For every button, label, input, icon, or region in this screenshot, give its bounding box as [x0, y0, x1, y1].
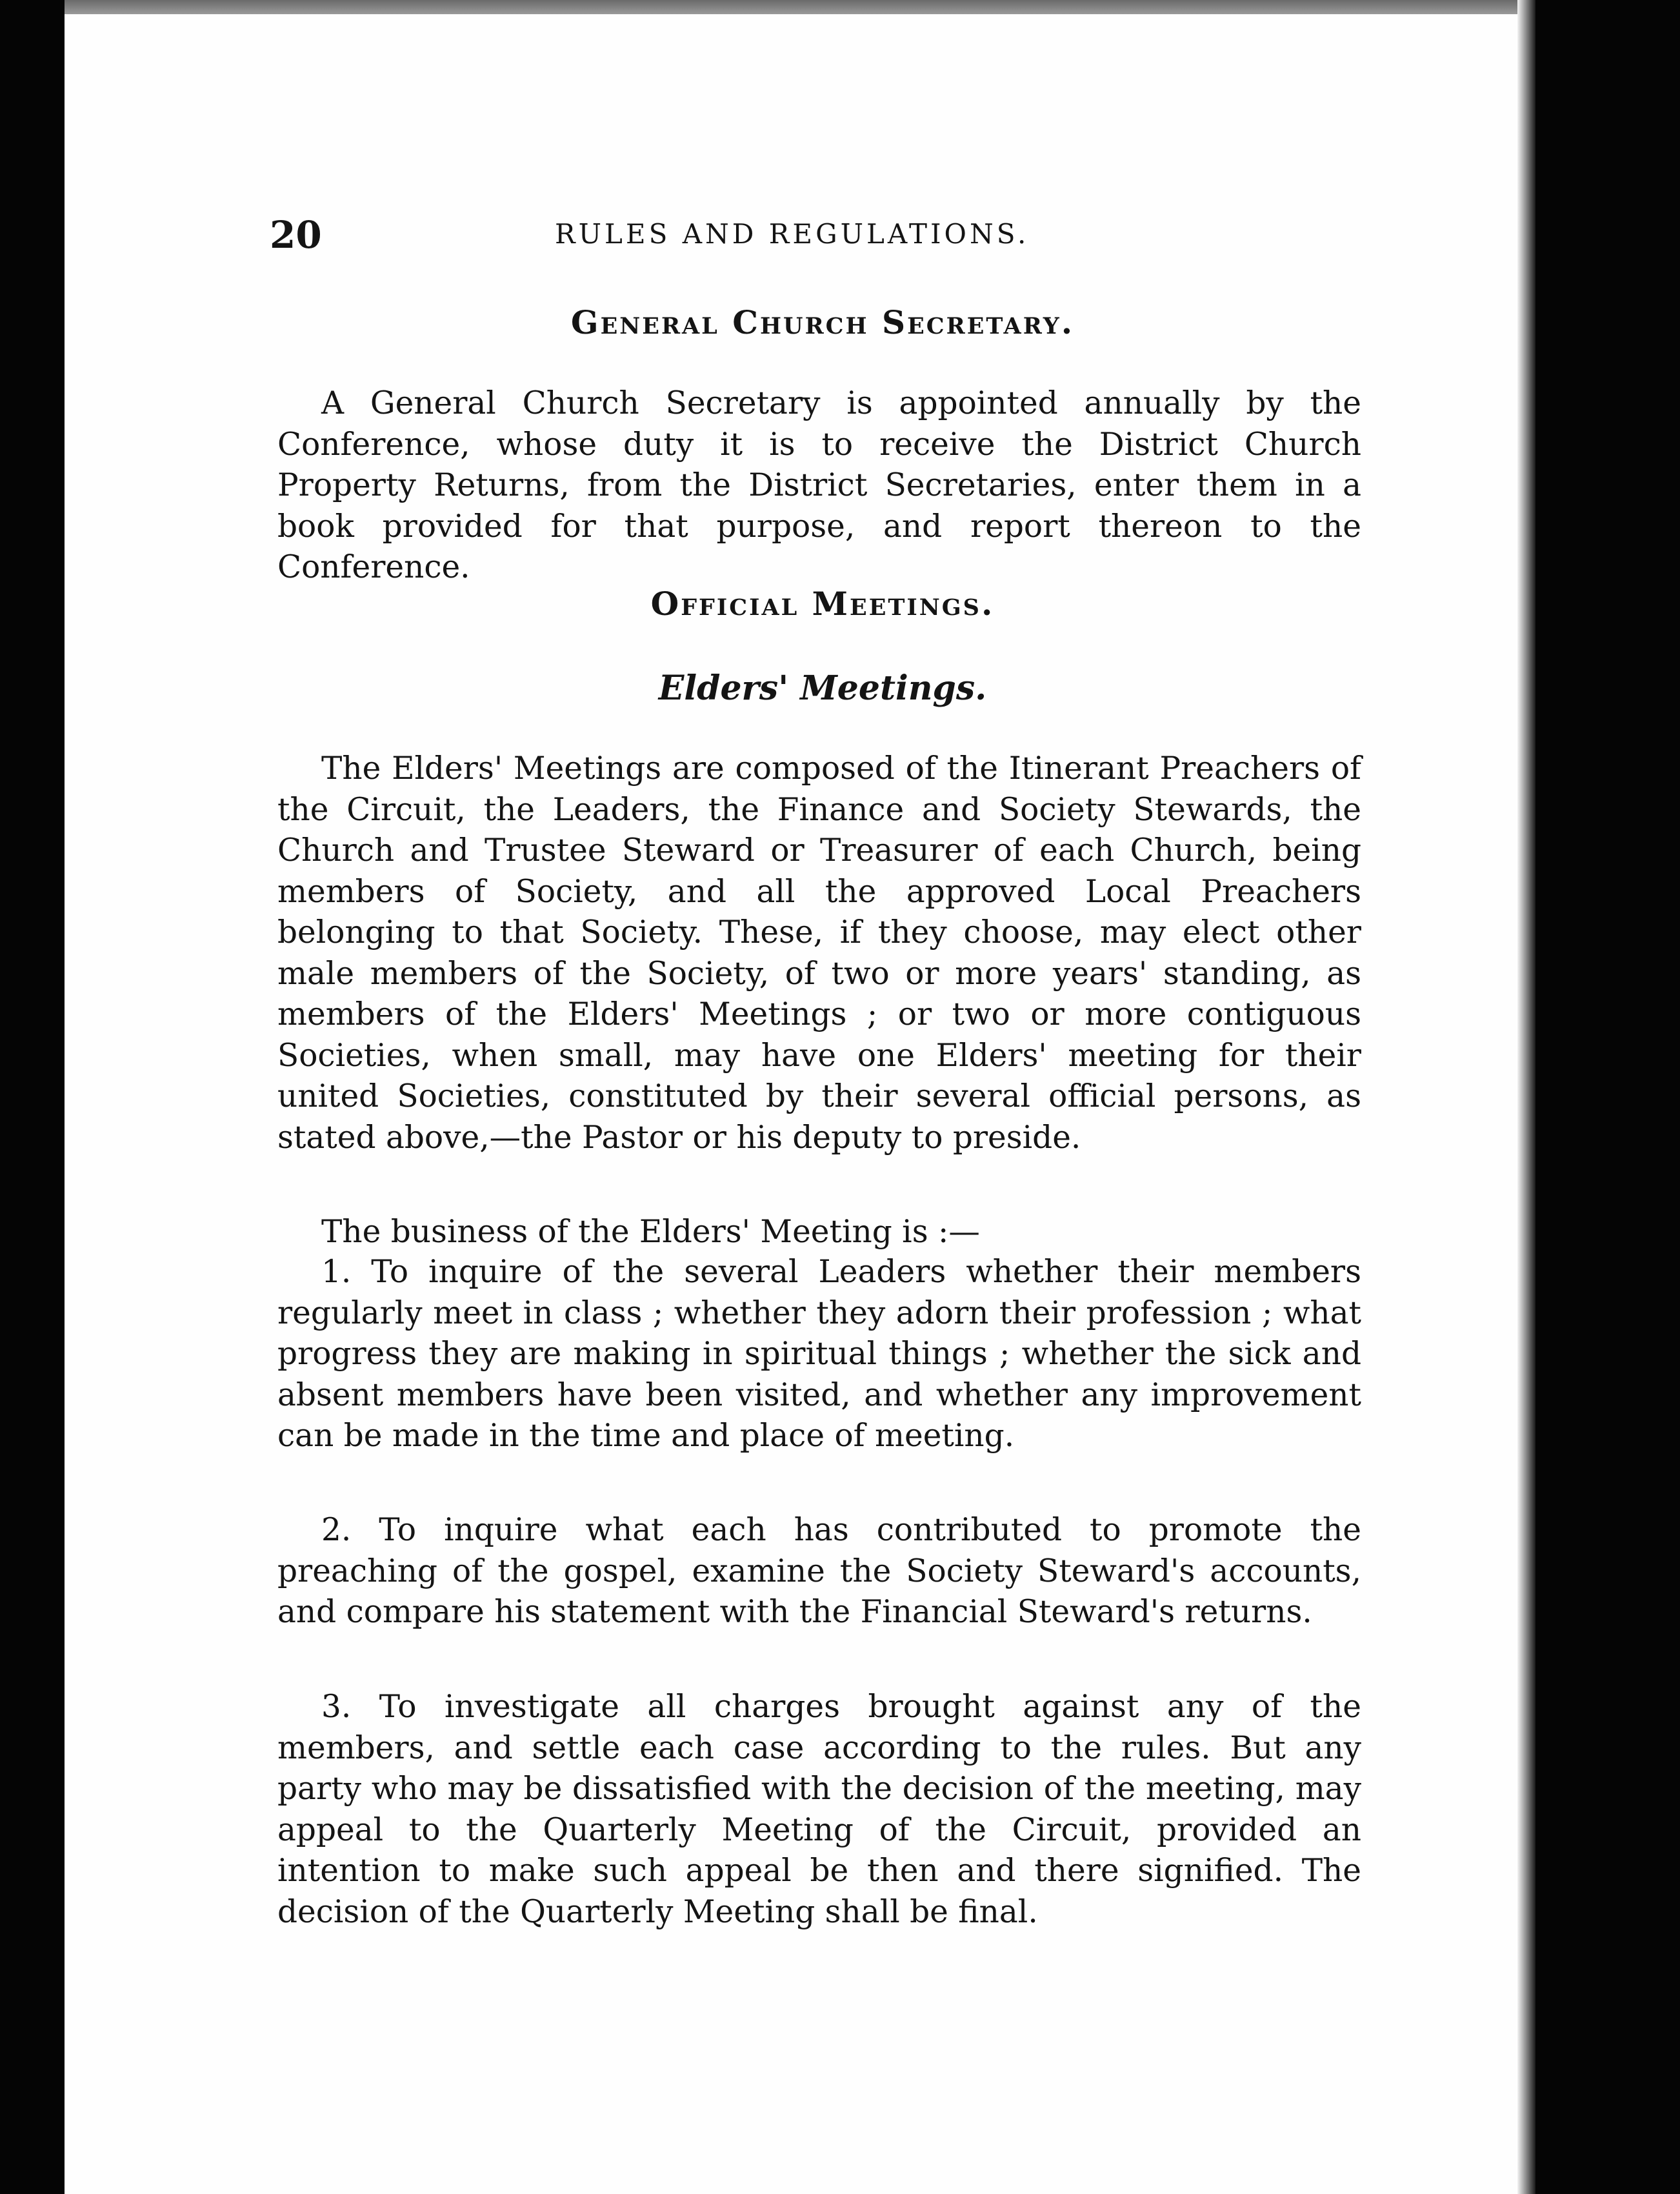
scan-top-edge — [65, 0, 1545, 14]
list-item-business-1: 1. To inquire of the several Leaders whether their members regularly meet in class ; whether they adorn their profession ; what progress they are making in spiritual things ; whether the sick and absent members have been visited, and whether any improvement can be made in the time and place of meeting. — [277, 1254, 1361, 1454]
scan-page-edge-shadow — [1517, 0, 1535, 2194]
list-item-business-2: 2. To inquire what each has contributed to promote the preaching of the gospel, examine the Society Steward's accounts, and compare his statement with the Financial Steward's returns. — [277, 1512, 1361, 1630]
scan-right-border — [1535, 0, 1680, 2194]
page-number: 20 — [270, 213, 322, 257]
heading-official-meetings: Official Meetings. — [650, 585, 995, 623]
list-item-business-3: 3. To investigate all charges brought against any of the members, and settle each case according to the rules. But any party who may be dissatisfied with the decision of the meeting, may appeal to the Quarterly Meeting of the Circuit, provided an intention to make such appeal be then and there signified. The decision of the Quarterly Meeting shall be final. — [277, 1689, 1361, 1930]
paragraph-general-church-secretary: A General Church Secretary is appointed annually by the Conference, whose duty it is to receive the District Church Property Returns, from the District Secretaries, enter them in a book provided for that purpose, and report thereon to the Conference. — [277, 385, 1361, 585]
running-head: RULES AND REGULATIONS. — [555, 218, 1030, 250]
heading-elders-meetings: Elders' Meetings. — [658, 669, 987, 708]
paragraph-elders-meetings-composition: The Elders' Meetings are composed of the Itinerant Preachers of the Circuit, the Leaders, the Finance and Society Stewards, the Church and Trustee Steward or Treasurer of each Church, being members of Society, and all the approved Local Preachers belonging to that Society. These, if they choose, may elect other male members of the Society, of two or more years' standing, as members of the Elders' Meetings ; or two or more contiguous Societies, when small, may have one Elders' meeting for their united Societies, constituted by their several official persons, as stated above,—the Pastor or his deputy to preside. — [277, 750, 1361, 1156]
paragraph-business-intro: The business of the Elders' Meeting is :— — [321, 1214, 980, 1250]
scan-left-border — [0, 0, 65, 2194]
heading-general-church-secretary: General Church Secretary. — [570, 303, 1075, 341]
